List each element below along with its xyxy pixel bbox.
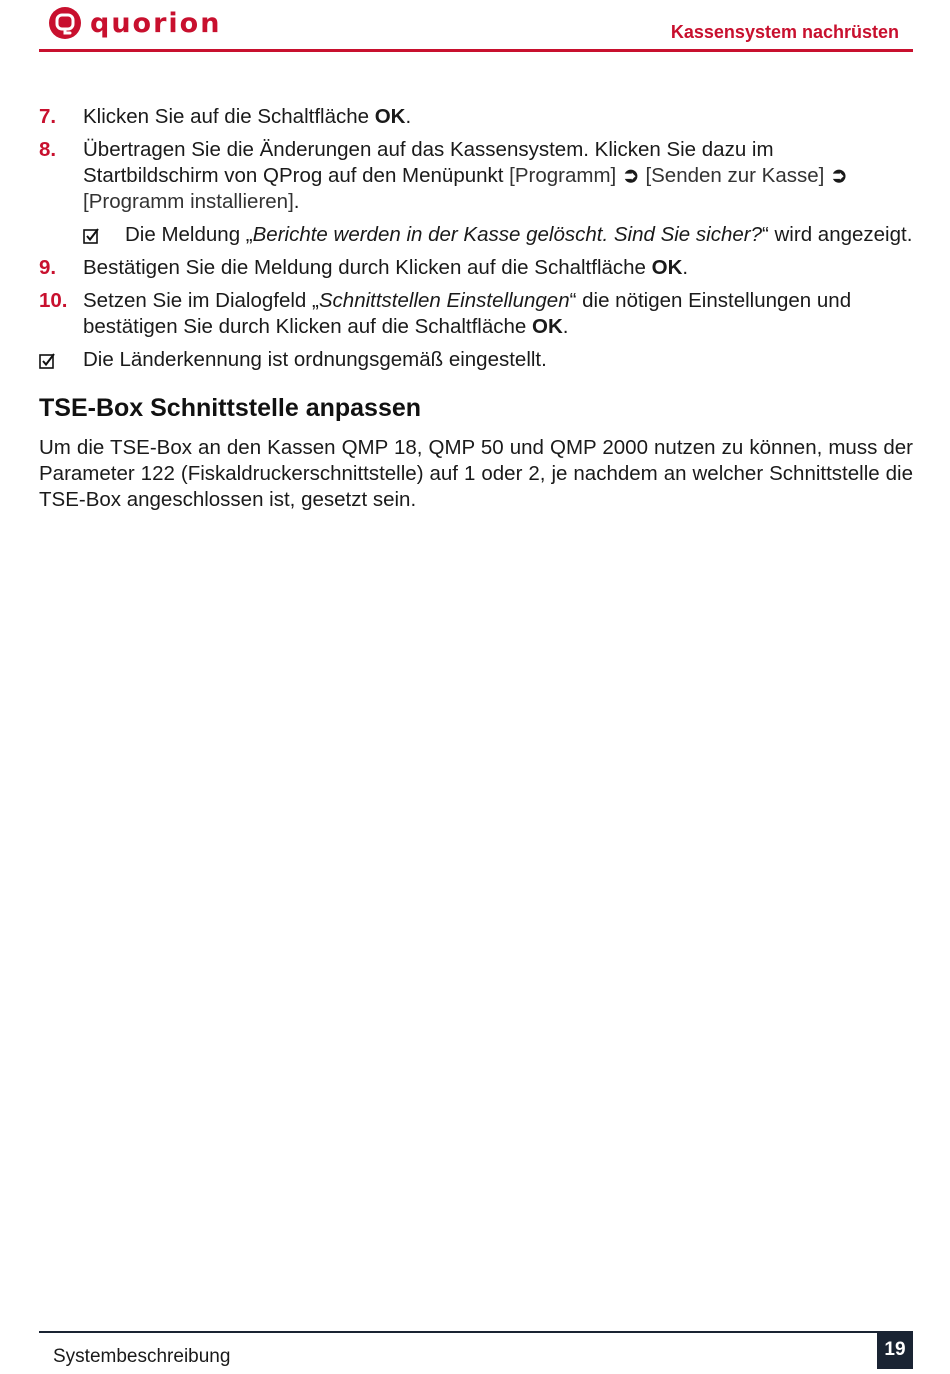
step-text: [83, 288, 913, 340]
step-text-part: .: [293, 190, 300, 213]
menu-item-senden: [Senden zur Kasse]: [645, 164, 825, 187]
final-result: [39, 347, 913, 373]
dialog-name: Schnittstellen Einstellungen: [318, 289, 570, 312]
step-number: 10.: [39, 289, 68, 312]
step-8-result: [83, 222, 913, 248]
step-text: [83, 104, 913, 130]
step-text-part: .: [405, 105, 412, 128]
step-text-part: .: [682, 256, 689, 279]
header-divider: [39, 49, 913, 52]
step-text: [83, 137, 913, 215]
result-text-part: Die Meldung „: [125, 223, 253, 246]
step-7: [39, 104, 913, 130]
footer-divider: [39, 1331, 913, 1333]
header-title: Kassensystem nachrüsten: [670, 22, 899, 42]
step-text-part: “ die nötigen Einstellungen und bestätigen Sie durch Klicken auf die Schaltfläche: [83, 289, 852, 338]
step-number: 7.: [39, 105, 57, 128]
page-number: 19: [877, 1331, 913, 1369]
step-text-part: Setzen Sie im Dialogfeld „: [83, 289, 319, 312]
section-paragraph: Um die TSE-Box an den Kassen QMP 18, QMP 50 und QMP 2000 nutzen zu können, muss der Parameter 122 (Fiskaldruckerschnittstelle) auf 1 oder 2, je nachdem an welcher Schnittstelle die TSE-Box angeschlossen ist, gesetzt sein.: [39, 436, 913, 511]
step-text-part: .: [562, 315, 569, 338]
step-8: [39, 137, 913, 215]
final-result-text: Die Länderkennung ist ordnungsgemäß eingestellt.: [83, 348, 547, 371]
result-text-part: “ wird angezeigt.: [761, 223, 913, 246]
step-9: [39, 255, 913, 281]
menu-item-installieren: [Programm installieren]: [83, 190, 294, 213]
section-heading: TSE-Box Schnittstelle anpassen: [39, 394, 422, 422]
step-10: [39, 288, 913, 340]
checkbox-checked-icon: [39, 347, 83, 373]
footer-text: Systembeschreibung: [53, 1346, 231, 1367]
main-content: [39, 104, 913, 513]
ok-label: OK: [374, 105, 406, 128]
message-text: Berichte werden in der Kasse gelöscht. Sind Sie sicher?: [252, 223, 762, 246]
arrow-right-icon: ➲: [830, 164, 848, 187]
menu-item-programm: [Programm]: [509, 164, 617, 187]
step-text-part: Klicken Sie auf die Schaltfläche: [83, 105, 375, 128]
quorion-logo-icon: [48, 6, 82, 40]
ok-label: OK: [532, 315, 563, 338]
step-text: [83, 255, 913, 281]
ok-label: OK: [651, 256, 683, 279]
logo-text: quorion: [90, 7, 222, 39]
step-text-part: Übertragen Sie die Änderungen auf das Kassensystem. Klicken Sie dazu im Startbildschirm von QProg auf den Menüpunkt: [83, 138, 774, 187]
step-number: 9.: [39, 256, 57, 279]
step-text-part: Bestätigen Sie die Meldung durch Klicken auf die Schaltfläche: [83, 256, 652, 279]
result-text: [125, 222, 913, 248]
arrow-right-icon: ➲: [622, 164, 640, 187]
checkbox-checked-icon: [83, 222, 125, 248]
step-number: 8.: [39, 138, 57, 161]
page-header: [0, 0, 950, 60]
quorion-logo: [48, 6, 221, 40]
